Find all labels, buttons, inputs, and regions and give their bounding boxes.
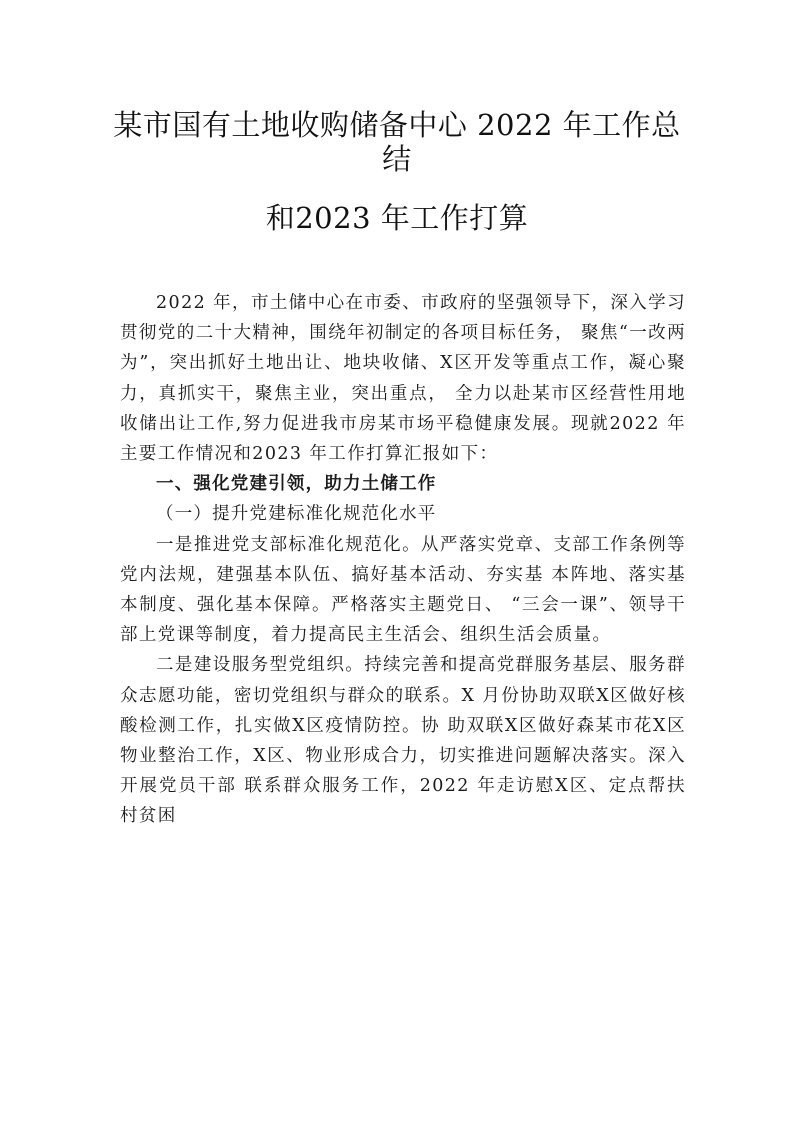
- subsection-heading-1: （一）提升党建标准化规范化水平: [156, 504, 437, 525]
- document-title-line-3: 和2023 年工作打算: [265, 201, 529, 235]
- document-title-line-2: 结: [382, 142, 412, 176]
- document-body: [120, 288, 686, 832]
- paragraph-party-branch: 一是推进党支部标准化规范化。从严落实党章、支部工作条例等党内法规，建强基本队伍、搞好基本活动、夯实基 本阵地、落实基本制度、强化基本保障。严格落实主题党日、 “三会一课”、领导干部上党课等制度，着力提高民主生活会、组织生活会质量。: [120, 534, 686, 646]
- paragraph-service-organization: 二是建设服务型党组织。持续完善和提高党群服务基层、服务群众志愿功能，密切党组织与群众的联系。X 月份协助双联X区做好核酸检测工作，扎实做X区疫情防控。协 助双联X区做好森某市花X区物业整治工作，X区、物业形成合力，切实推进问题解决落实。深入开展党员干部 联系群众服务工作，2022 年走访慰X区、定点帮扶村贫困: [120, 655, 686, 827]
- intro-paragraph: 2022 年，市土储中心在市委、市政府的坚强领导下，深入学习贯彻党的二十大精神，围绕年初制定的各项目标任务， 聚焦“一改两为”，突出抓好土地出让、地块收储、X区开发等重点工作，凝心聚力，真抓实干，聚焦主业，突出重点， 全力以赴某市区经营性用地收储出让工作,努力促进我市房某市场平稳健康发展。现就2022 年主要工作情况和2023 年工作打算汇报如下：: [120, 293, 686, 465]
- document-title-line-1: 某市国有土地收购储备中心 2022 年工作总: [113, 108, 681, 142]
- section-heading-1: 一、强化党建引领，助力土储工作: [156, 474, 437, 495]
